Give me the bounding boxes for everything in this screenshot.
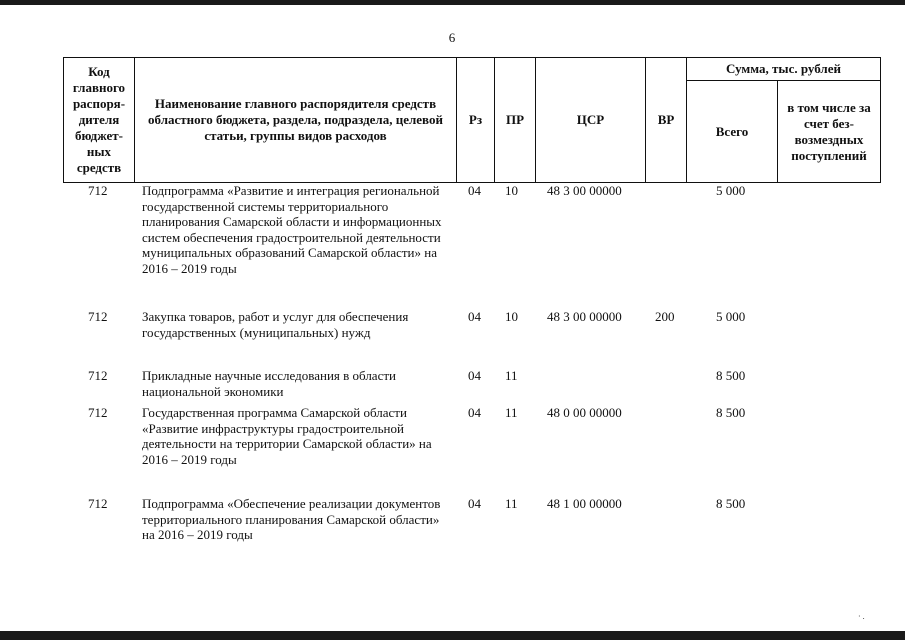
cell-total: 5 000: [716, 183, 746, 198]
cell-pr: 10: [505, 183, 518, 198]
header-sum: Сумма, тыс. рублей: [726, 61, 841, 76]
col-divider: [880, 57, 881, 183]
cell-name: Государственная программа Самарской области «Развитие инфраструктуры градостроительной деятельности на территории Самарской области» на 2016 – 2019 годы: [142, 405, 432, 467]
cell-rz: 04: [468, 405, 481, 420]
cell-pr: 11: [505, 368, 518, 383]
cell-total: 5 000: [716, 309, 746, 324]
cell-csr: 48 0 00 00000: [547, 405, 622, 420]
cell-pr: 11: [505, 496, 518, 511]
page-number: 6: [448, 30, 456, 45]
cell-rz: 04: [468, 496, 481, 511]
cell-name: Подпрограмма «Обеспечение реализации документов территориального планирования Самарской области» на 2016 – 2019 годы: [142, 496, 441, 542]
header-rz: Рз: [468, 112, 483, 127]
header-total: Всего: [715, 123, 749, 139]
cell-vr: 200: [655, 309, 675, 324]
table-header: [63, 57, 881, 183]
cell-rz: 04: [468, 183, 481, 198]
cell-csr: 48 3 00 00000: [547, 309, 622, 324]
header-csr: ЦСР: [576, 112, 605, 127]
header-vr: ВР: [657, 112, 675, 127]
cell-csr: 48 1 00 00000: [547, 496, 622, 511]
cell-total: 8 500: [716, 405, 746, 420]
cell-code: 712: [88, 309, 108, 324]
cell-code: 712: [88, 183, 108, 198]
cell-rz: 04: [468, 368, 481, 383]
cell-rz: 04: [468, 309, 481, 324]
header-pr: ПР: [505, 112, 525, 127]
cell-name: Подпрограмма «Развитие и интеграция региональной государственной системы территориального планирования Самарской области и информационных систем обеспечения градостроительной деятельности муниципальных образований Самарской области» на 2016 – 2019 годы: [142, 183, 442, 276]
cell-total: 8 500: [716, 496, 746, 511]
scan-speck: · .: [858, 612, 865, 621]
cell-name: Прикладные научные исследования в области национальной экономики: [142, 368, 396, 399]
cell-total: 8 500: [716, 368, 746, 383]
header-code: Код главного распоря-дителя бюджет-ных средств: [72, 64, 126, 175]
cell-pr: 11: [505, 405, 518, 420]
cell-csr: 48 3 00 00000: [547, 183, 622, 198]
header-incl-gratuitous: в том числе за счет без-возмездных поступлений: [787, 99, 871, 163]
header-name: Наименование главного распорядителя средств областного бюджета, раздела, подраздела, целевой статьи, группы видов расходов: [148, 96, 443, 143]
cell-pr: 10: [505, 309, 518, 324]
cell-code: 712: [88, 496, 108, 511]
cell-code: 712: [88, 405, 108, 420]
cell-name: Закупка товаров, работ и услуг для обеспечения государственных (муниципальных) нужд: [142, 309, 409, 340]
scan-border-top: [0, 0, 905, 5]
col-divider: [134, 57, 135, 183]
cell-code: 712: [88, 368, 108, 383]
scan-border-bottom: [0, 631, 905, 640]
